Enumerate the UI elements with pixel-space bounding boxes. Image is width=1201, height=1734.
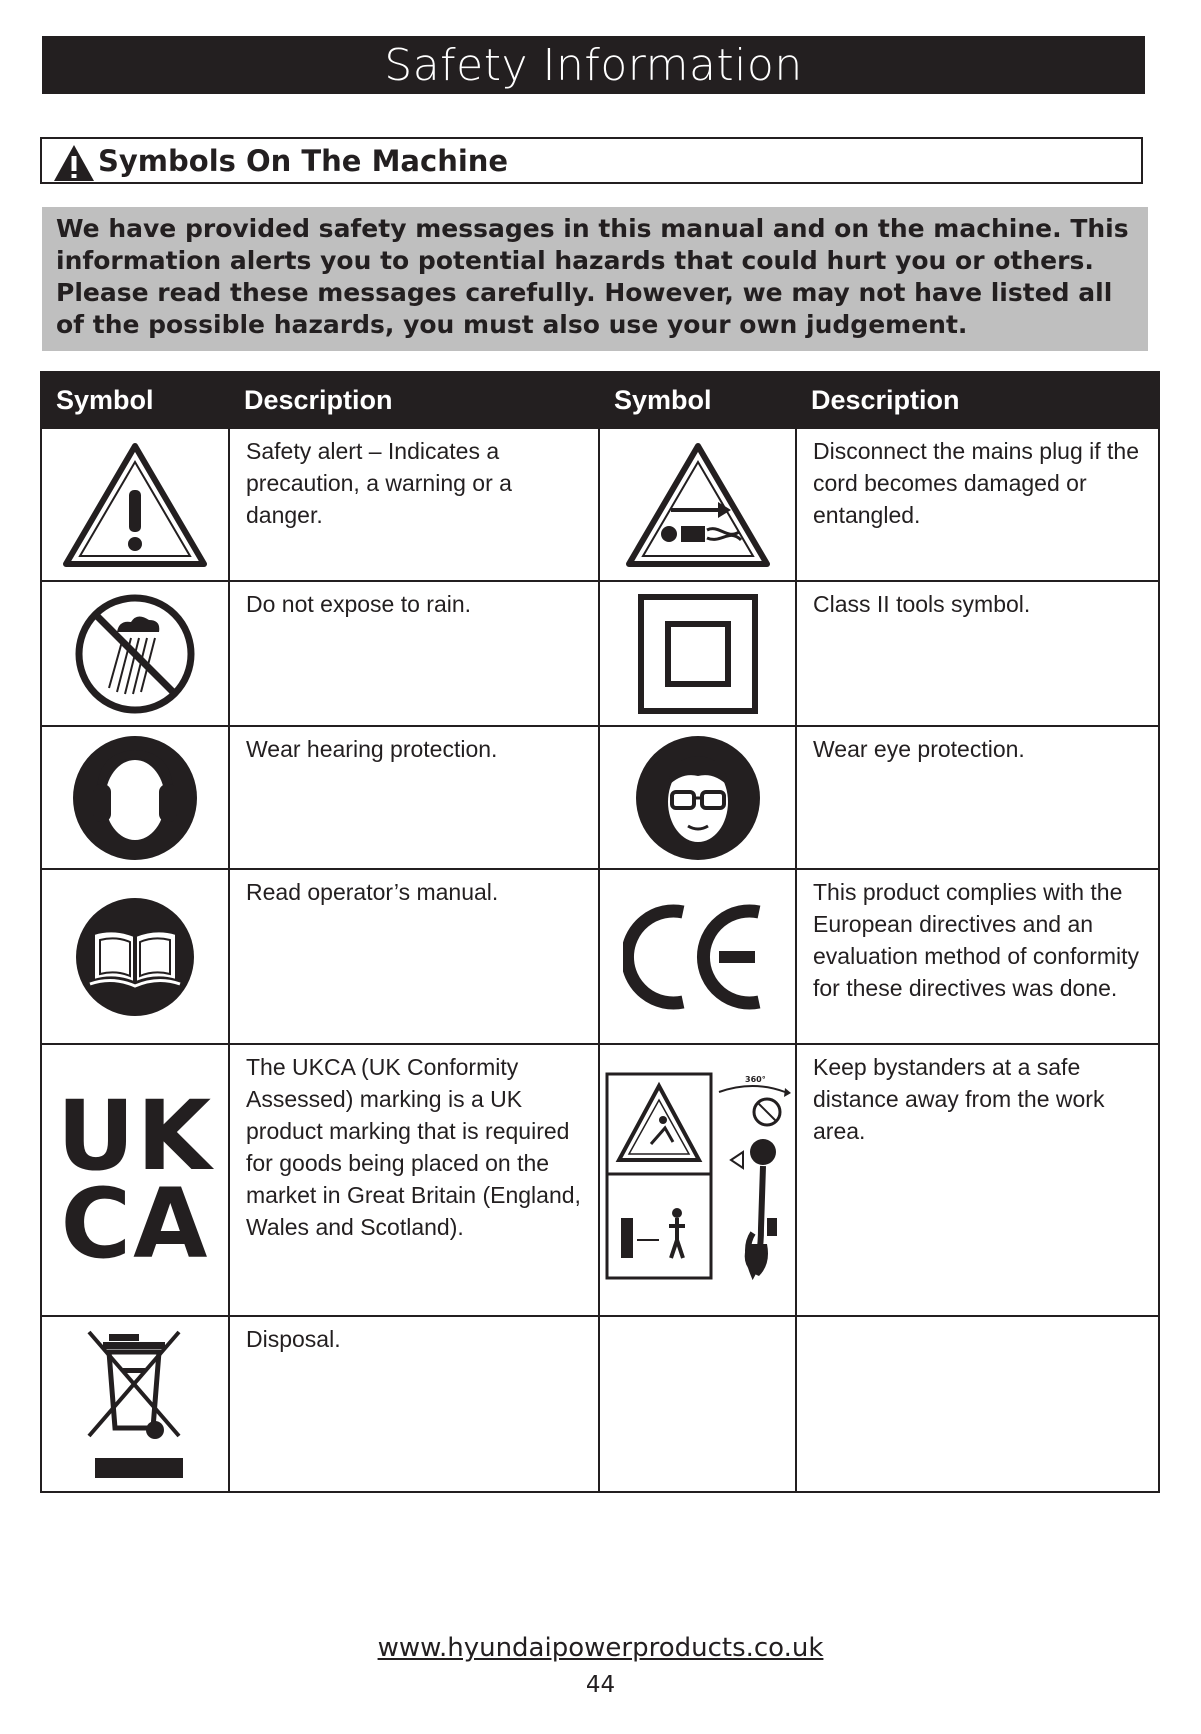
warning-icon [52,143,96,183]
symbol-cell [41,1044,229,1316]
symbol-cell [599,726,796,869]
description-cell: Wear hearing protection. [229,726,599,869]
section-title: Symbols On The Machine [98,143,509,178]
page-number: 44 [585,1672,616,1698]
description-cell: Wear eye protection. [796,726,1159,869]
keep-bystanders-away-icon [603,1068,793,1293]
description-cell: Do not expose to rain. [229,581,599,726]
table-row [41,428,1159,581]
symbol-cell [41,581,229,726]
symbol-cell-empty [599,1316,796,1492]
table-header-row [41,372,1159,428]
symbol-cell [599,428,796,581]
intro-notice: We have provided safety messages in this manual and on the machine. This information alerts you to potential hazards that could hurt you or others. Please read these messages carefully. However, we may not have listed all of the possible hazards, you must also use your own judgement. [42,207,1148,351]
read-manual-book-icon [74,896,196,1018]
symbol-cell [41,726,229,869]
angle-label: 360° [744,1074,766,1084]
safety-alert-triangle-icon [60,440,210,570]
symbol-cell [41,1316,229,1492]
table-row [41,1044,1159,1316]
table-row [41,581,1159,726]
header-description: Description [229,372,599,428]
symbol-cell [599,1044,796,1316]
header-symbol: Symbol [599,372,796,428]
no-rain-icon [73,592,197,716]
description-cell: Disposal. [229,1316,599,1492]
website-link[interactable]: www.hyundaipowerproducts.co.uk [377,1633,824,1663]
ukca-mark-icon: UK CA [56,1080,214,1280]
description-cell: Read operator’s manual. [229,869,599,1044]
description-cell: Safety alert – Indicates a precaution, a warning or a danger. [229,428,599,581]
description-cell: Class II tools symbol. [796,581,1159,726]
hearing-protection-icon [71,734,199,862]
table-row [41,1316,1159,1492]
class-ii-double-square-icon [636,592,760,716]
table-row [41,726,1159,869]
ce-mark-icon [623,902,773,1012]
description-cell: Keep bystanders at a safe distance away from the work area. [796,1044,1159,1316]
disconnect-plug-warning-icon [623,440,773,570]
symbol-cell [599,581,796,726]
section-header [40,137,1143,184]
header-symbol: Symbol [41,372,229,428]
description-cell: Disconnect the mains plug if the cord becomes damaged or entangled. [796,428,1159,581]
symbol-cell [41,869,229,1044]
description-cell: The UKCA (UK Conformity Assessed) marking is a UK product marking that is required for goods being placed on the market in Great Britain (England, Wales and Scotland). [229,1044,599,1316]
weee-crossed-bin-icon [75,1324,195,1484]
symbol-cell [41,428,229,581]
page-title: Safety Information [42,36,1145,94]
description-cell: This product complies with the European directives and an evaluation method of conformity for these directives was done. [796,869,1159,1044]
header-description: Description [796,372,1159,428]
symbols-table [40,371,1160,1493]
symbol-cell [599,869,796,1044]
description-cell-empty [796,1316,1159,1492]
eye-protection-icon [634,734,762,862]
table-row [41,869,1159,1044]
